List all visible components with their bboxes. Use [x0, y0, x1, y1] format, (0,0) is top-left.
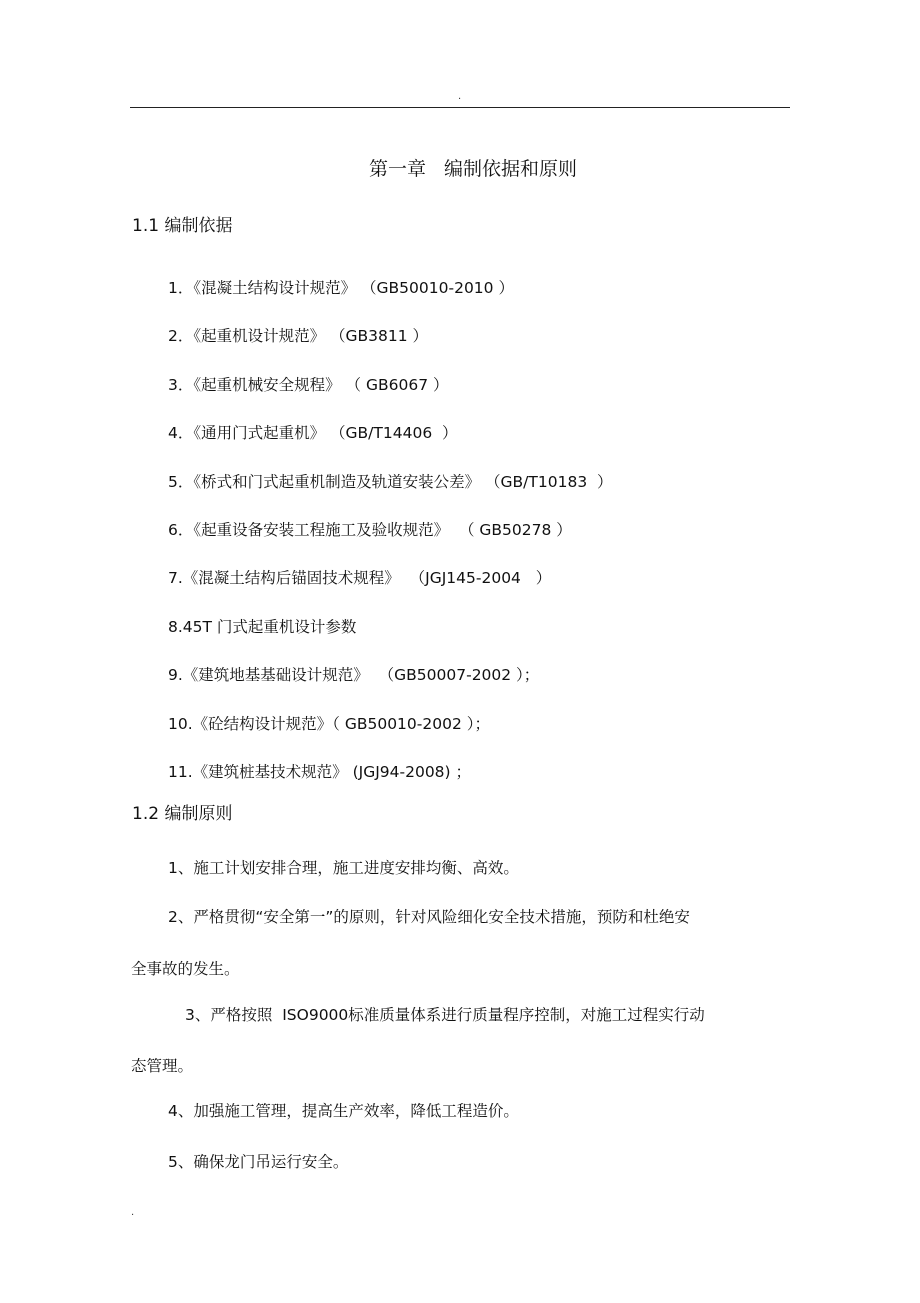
principle-paragraph-3-cont: 态管理。 — [131, 1057, 194, 1075]
basis-item-11: 11.《建筑桩基技术规范》 (JGJ94-2008) ； — [168, 763, 472, 781]
basis-item-3: 3．《起重机械安全规程》 （ GB6067 ） — [168, 376, 449, 394]
principle-paragraph-2: 2、严格贯彻“安全第一”的原则，针对风险细化安全技术措施，预防和杜绝安 — [168, 908, 690, 926]
basis-item-8: 8.45T 门式起重机设计参数 — [168, 618, 357, 636]
principle-paragraph-3: 3、严格按照 ISO9000标准质量体系进行质量程序控制，对施工过程实行动 — [185, 1006, 705, 1024]
principle-paragraph-5: 5、确保龙门吊运行安全。 — [168, 1153, 349, 1171]
basis-item-7: 7.《混凝土结构后锚固技术规程》 （JGJ145-2004 ） — [168, 569, 552, 587]
basis-item-10: 10.《砼结构设计规范》（ GB50010-2002 ）； — [168, 715, 490, 733]
principle-paragraph-1: 1、施工计划安排合理，施工进度安排均衡、高效。 — [168, 859, 519, 877]
footer-mark: . — [131, 1207, 135, 1218]
section-heading-basis: 1.1 编制依据 — [132, 216, 233, 236]
principle-paragraph-2-cont: 全事故的发生。 — [131, 960, 240, 978]
principle-paragraph-4: 4、加强施工管理，提高生产效率，降低工程造价。 — [168, 1102, 519, 1120]
section-heading-principles: 1.2 编制原则 — [132, 804, 233, 824]
basis-item-1: 1．《混凝土结构设计规范》 （GB50010-2010 ） — [168, 279, 514, 297]
basis-item-2: 2．《起重机设计规范》 （GB3811 ） — [168, 327, 429, 345]
chapter-title: 第一章 编制依据和原则 — [368, 158, 578, 180]
basis-item-9: 9.《建筑地基基础设计规范》 （GB50007-2002 ）； — [168, 666, 540, 684]
basis-item-5: 5．《桥式和门式起重机制造及轨道安装公差》 （GB/T10183 ） — [168, 473, 613, 491]
basis-item-6: 6．《起重设备安装工程施工及验收规范》 （ GB50278 ） — [168, 521, 572, 539]
header-rule — [130, 107, 790, 108]
header-mark: . — [458, 91, 462, 102]
basis-item-4: 4．《通用门式起重机》 （GB/T14406 ） — [168, 424, 458, 442]
